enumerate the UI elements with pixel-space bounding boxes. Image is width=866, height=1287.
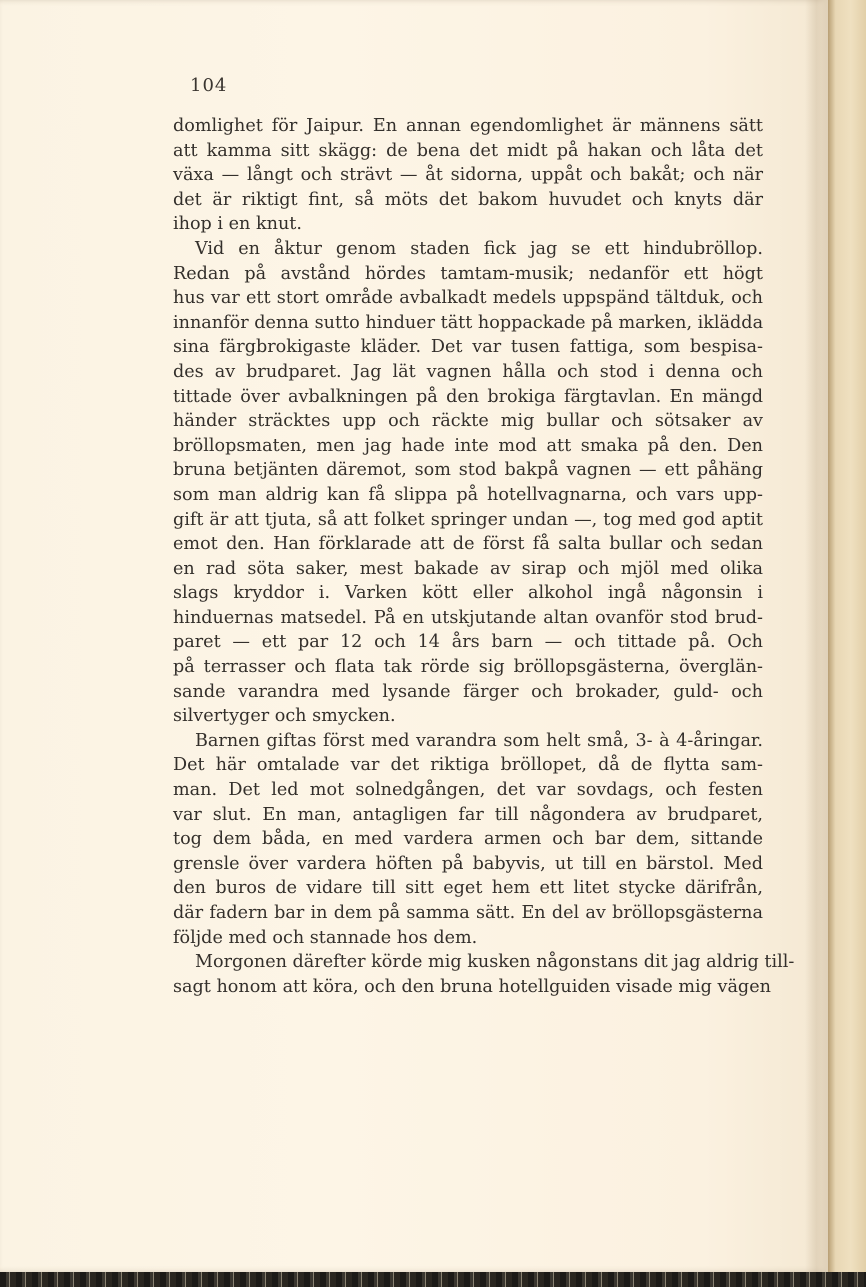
text-line: Vid en åktur genom staden fick jag se ett hindubröllop. <box>195 238 763 259</box>
text-line: att kamma sitt skägg: de bena det midt på hakan och låta det <box>173 140 763 161</box>
adjacent-page-edge <box>828 0 866 1287</box>
text-line: domlighet för Jaipur. En annan egendomlighet är männens sätt <box>173 116 763 136</box>
text-line: silvertyger och smycken. <box>173 706 396 727</box>
text-line: man. Det led mot solnedgången, det var sovdags, och festen <box>173 780 763 801</box>
text-line: följde med och stannade hos dem. <box>173 927 478 948</box>
text-line: bröllopsmaten, men jag hade inte mod att smaka på den. Den <box>173 435 763 456</box>
text-line: Morgonen därefter körde mig kusken någonstans dit jag aldrig till- <box>195 952 795 973</box>
text-line: bruna betjänten däremot, som stod bakpå vagnen — ett påhäng <box>173 460 763 481</box>
text-line: hus var ett stort område avbalkadt medels uppspänd tältduk, och <box>173 288 763 309</box>
text-line: tittade över avbalkningen på den brokiga färgtavlan. En mängd <box>173 386 763 407</box>
text-line: slags kryddor i. Varken kött eller alkohol ingå någonsin i <box>173 583 763 604</box>
text-line: en rad söta saker, mest bakade av sirap och mjöl med olika <box>173 558 763 579</box>
page-gutter-shadow <box>805 0 828 1272</box>
text-line: Redan på avstånd hördes tamtam-musik; nedanför ett högt <box>173 263 763 284</box>
text-line: händer sträcktes upp och räckte mig bullar och sötsaker av <box>173 411 763 432</box>
text-line: var slut. En man, antagligen far till någondera av brudparet, <box>173 804 763 825</box>
body-text <box>173 114 795 999</box>
text-line: Det här omtalade var det riktiga bröllopet, då de flytta sam- <box>173 755 763 776</box>
text-line: Barnen giftas först med varandra som helt små, 3- à 4-åringar. <box>195 730 763 751</box>
text-line: emot den. Han förklarade att de först få salta bullar och sedan <box>173 534 763 555</box>
scan-bottom-edge <box>0 1272 866 1287</box>
text-line: sande varandra med lysande färger och brokader, guld- och <box>173 681 763 702</box>
text-line: ihop i en knut. <box>173 214 302 235</box>
text-line: det är riktigt fint, så möts det bakom huvudet och knyts där <box>173 189 763 210</box>
text-line: grensle över vardera höften på babyvis, ut till en bärstol. Med <box>173 853 763 874</box>
text-line: sagt honom att köra, och den bruna hotellguiden visade mig vägen <box>173 976 771 997</box>
page-number: 104 <box>190 75 228 96</box>
text-line: des av brudparet. Jag lät vagnen hålla och stod i denna och <box>173 361 763 382</box>
text-line: som man aldrig kan få slippa på hotellvagnarna, och vars upp- <box>173 484 763 505</box>
text-line: tog dem båda, en med vardera armen och bar dem, sittande <box>173 829 763 850</box>
text-line: på terrasser och flata tak rörde sig bröllopsgästerna, överglän- <box>173 657 763 678</box>
text-line: hinduernas matsedel. På en utskjutande altan ovanför stod brud- <box>173 607 763 628</box>
text-line: den buros de vidare till sitt eget hem ett litet stycke därifrån, <box>173 878 763 899</box>
text-line: gift är att tjuta, så att folket springer undan —, tog med god aptit <box>173 509 763 530</box>
text-line: där fadern bar in dem på samma sätt. En del av bröllopsgästerna <box>173 903 763 923</box>
text-line: innanför denna sutto hinduer tätt hoppackade på marken, iklädda <box>173 312 764 333</box>
text-line: växa — långt och strävt — åt sidorna, uppåt och bakåt; och när <box>173 165 763 186</box>
text-line: sina färgbrokigaste kläder. Det var tusen fattiga, som bespisa- <box>173 337 763 358</box>
text-line: paret — ett par 12 och 14 års barn — och tittade på. Och <box>173 632 763 653</box>
